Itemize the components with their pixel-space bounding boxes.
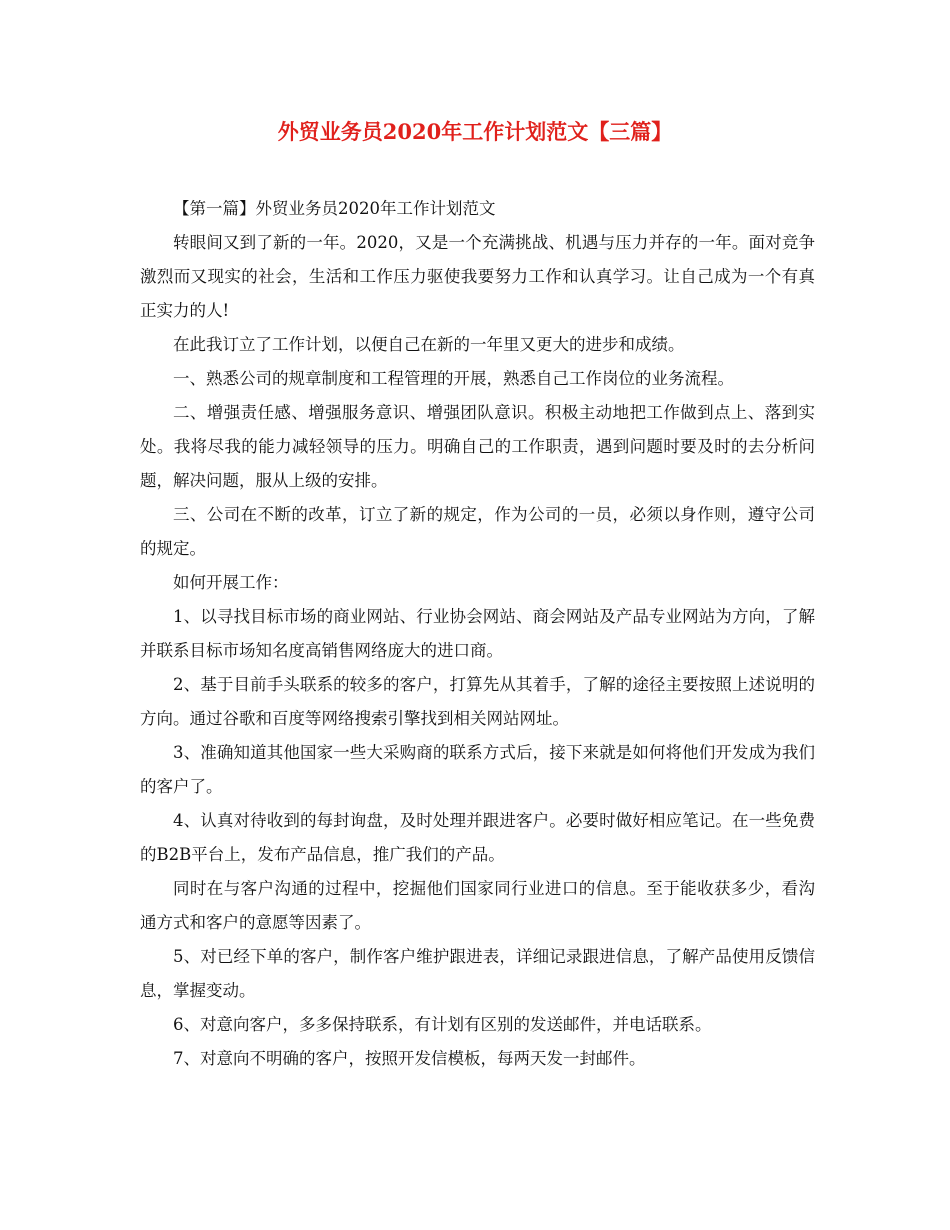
paragraph: 4、认真对待收到的每封询盘，及时处理并跟进客户。必要时做好相应笔记。在一些免费的B2B平台上，发布产品信息，推广我们的产品。 bbox=[140, 811, 815, 864]
paragraph: 一、熟悉公司的规章制度和工程管理的开展，熟悉自己工作岗位的业务流程。 bbox=[173, 369, 734, 388]
paragraph: 【第一篇】外贸业务员2020年工作计划范文 bbox=[173, 199, 496, 218]
paragraph: 2、基于目前手头联系的较多的客户，打算先从其着手，了解的途径主要按照上述说明的方向。通过谷歌和百度等网络搜索引擎找到相关网站网址。 bbox=[140, 675, 815, 728]
paragraph: 转眼间又到了新的一年。2020，又是一个充满挑战、机遇与压力并存的一年。面对竞争激烈而又现实的社会，生活和工作压力驱使我要努力工作和认真学习。让自己成为一个有真正实力的人! bbox=[140, 233, 815, 320]
document-title: 外贸业务员2020年工作计划范文【三篇】 bbox=[277, 119, 673, 144]
document-body bbox=[140, 192, 815, 1076]
paragraph: 同时在与客户沟通的过程中，挖掘他们国家同行业进口的信息。至于能收获多少，看沟通方式和客户的意愿等因素了。 bbox=[140, 879, 815, 932]
paragraph: 6、对意向客户，多多保持联系，有计划有区别的发送邮件，并电话联系。 bbox=[173, 1015, 712, 1034]
paragraph: 三、公司在不断的改革，订立了新的规定，作为公司的一员，必须以身作则，遵守公司的规定。 bbox=[140, 505, 815, 558]
paragraph: 1、以寻找目标市场的商业网站、行业协会网站、商会网站及产品专业网站为方向，了解并联系目标市场知名度高销售网络庞大的进口商。 bbox=[140, 607, 815, 660]
paragraph: 7、对意向不明确的客户，按照开发信模板，每两天发一封邮件。 bbox=[173, 1049, 646, 1068]
paragraph: 3、准确知道其他国家一些大采购商的联系方式后，接下来就是如何将他们开发成为我们的客户了。 bbox=[140, 743, 815, 796]
paragraph: 5、对已经下单的客户，制作客户维护跟进表，详细记录跟进信息，了解产品使用反馈信息，掌握变动。 bbox=[140, 947, 815, 1000]
paragraph: 在此我订立了工作计划，以便自己在新的一年里又更大的进步和成绩。 bbox=[173, 335, 685, 354]
paragraph: 如何开展工作： bbox=[173, 573, 289, 592]
paragraph: 二、增强责任感、增强服务意识、增强团队意识。积极主动地把工作做到点上、落到实处。我将尽我的能力减轻领导的压力。明确自己的工作职责，遇到问题时要及时的去分析问题，解决问题，服从上级的安排。 bbox=[140, 403, 815, 490]
